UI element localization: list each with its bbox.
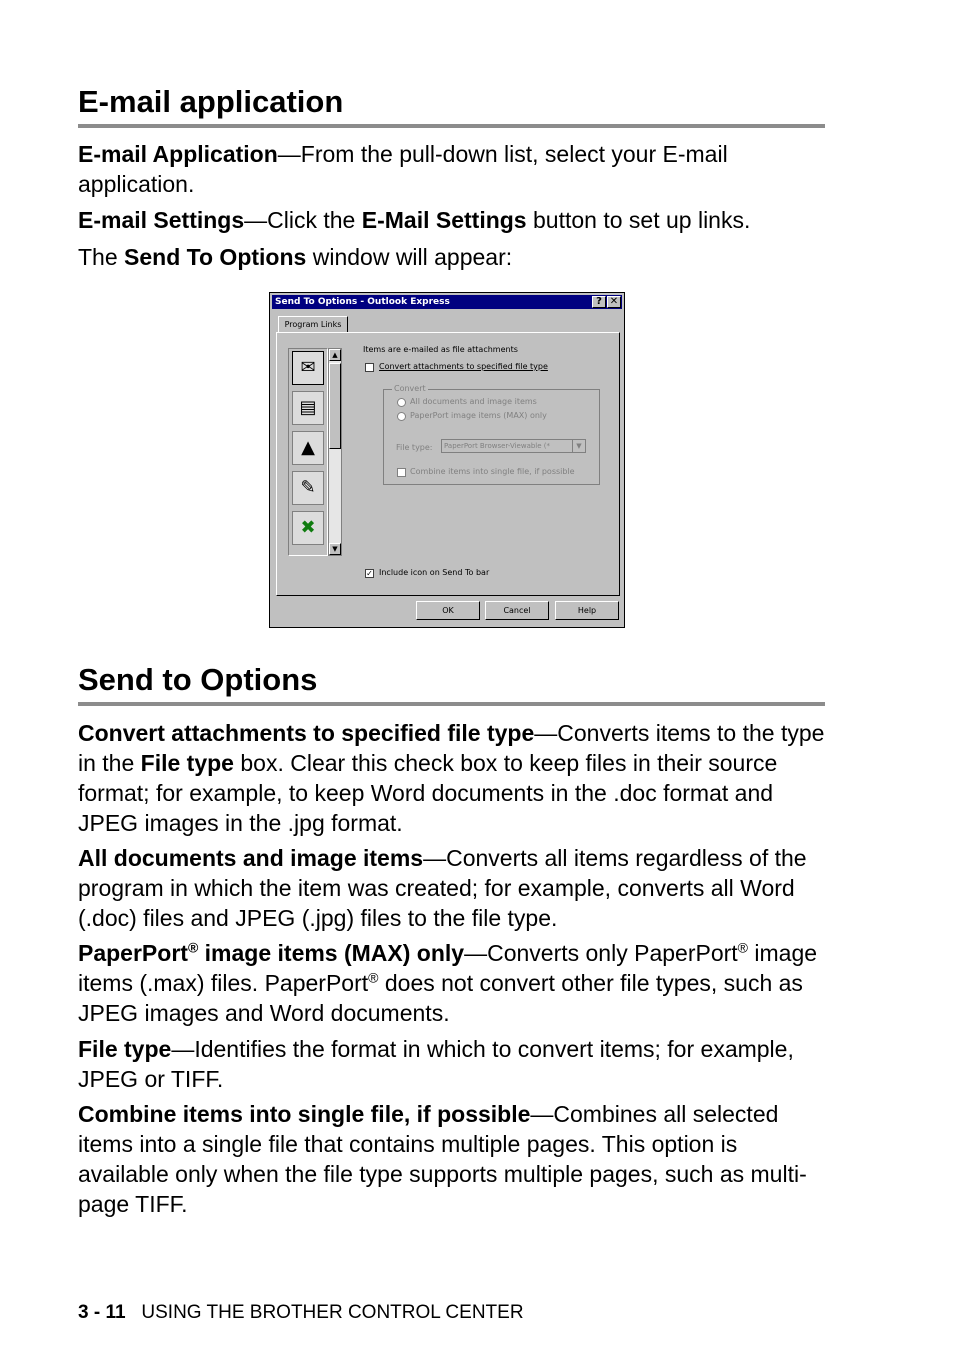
scroll-up-icon[interactable]: ▲: [329, 349, 341, 361]
send-to-options-dialog: [269, 292, 625, 628]
para-combine-items: Combine items into single file, if possible—Combines all selected items into a single file that contains multiple pages. This option is available only when the file type supports multiple pages, such as multi-page TIFF.: [78, 1101, 807, 1217]
icon-list-scrollbar[interactable]: [328, 348, 342, 556]
help-icon[interactable]: ?: [592, 296, 606, 308]
close-icon[interactable]: ✕: [607, 296, 621, 308]
para-email-application: E-mail Application—From the pull-down list, select your E-mail application.: [78, 141, 728, 197]
para-convert-attachments: Convert attachments to specified file type—Converts items to the type in the File type box. Clear this check box to keep files in their source format; for example, to keep Word documents in the .doc format and JPEG images in the .jpg format.: [78, 720, 825, 836]
excel-icon[interactable]: ✖: [292, 511, 324, 545]
include-icon-label[interactable]: Include icon on Send To bar: [379, 568, 490, 577]
outlook-express-icon[interactable]: ✉: [292, 351, 324, 385]
para-paperport-max: PaperPort® image items (MAX) only—Converts only PaperPort® image items (.max) files. PaperPort® does not convert other file types, such as JPEG images and Word documents.: [78, 939, 818, 1026]
heading-rule: [78, 702, 825, 706]
term: E-mail Application: [78, 141, 278, 167]
heading-email-application: E-mail application: [78, 84, 344, 119]
tab-program-links[interactable]: Program Links: [278, 316, 348, 333]
radio-paperport-max[interactable]: [397, 412, 406, 421]
para-all-documents: All documents and image items—Converts all items regardless of the program in which the item was created; for example, converts all Word (.doc) files and JPEG (.jpg) files to the file type.: [78, 845, 807, 931]
para-email-settings: E-mail Settings—Click the E-Mail Settings button to set up links.: [78, 207, 751, 233]
paperport-icon[interactable]: ▤: [292, 391, 324, 425]
ok-button[interactable]: OK: [416, 601, 480, 620]
convert-group: [383, 384, 600, 485]
chevron-down-icon[interactable]: ▼: [572, 440, 585, 452]
dialog-title: Send To Options - Outlook Express: [275, 297, 450, 307]
file-type-label: File type:: [396, 443, 433, 452]
convert-checkbox[interactable]: [365, 363, 374, 372]
page-footer: [78, 1302, 524, 1324]
combine-checkbox[interactable]: [397, 468, 406, 477]
scroll-down-icon[interactable]: ▼: [329, 543, 341, 555]
items-label: Items are e-mailed as file attachments: [363, 345, 518, 354]
help-button[interactable]: Help: [555, 601, 619, 620]
radio-all-label: All documents and image items: [410, 397, 537, 406]
file-type-select[interactable]: PaperPort Browser-Viewable (* ▼: [441, 439, 586, 453]
cancel-button[interactable]: Cancel: [485, 601, 549, 620]
convert-group-label: Convert: [394, 384, 426, 393]
convert-label[interactable]: Convert attachments to specified file type: [379, 362, 548, 371]
page-number: 3 - 11: [78, 1302, 126, 1323]
para-file-type: File type—Identifies the format in which to convert items; for example, JPEG or TIFF.: [78, 1036, 794, 1092]
radio-all-documents[interactable]: [397, 398, 406, 407]
paint-icon[interactable]: ✎: [292, 471, 324, 505]
image-icon[interactable]: ▲: [292, 431, 324, 465]
para-send-to-appear: The Send To Options window will appear:: [78, 244, 513, 270]
heading-rule: [78, 124, 825, 128]
include-icon-checkbox[interactable]: ✓: [366, 569, 373, 578]
dialog-title-bar: [272, 295, 622, 309]
heading-send-to-options: Send to Options: [78, 662, 318, 697]
radio-max-label: PaperPort image items (MAX) only: [410, 411, 547, 420]
combine-label: Combine items into single file, if possible: [410, 467, 575, 476]
scroll-thumb[interactable]: [329, 363, 341, 449]
program-icon-list[interactable]: [288, 348, 328, 556]
footer-title: USING THE BROTHER CONTROL CENTER: [141, 1302, 524, 1323]
